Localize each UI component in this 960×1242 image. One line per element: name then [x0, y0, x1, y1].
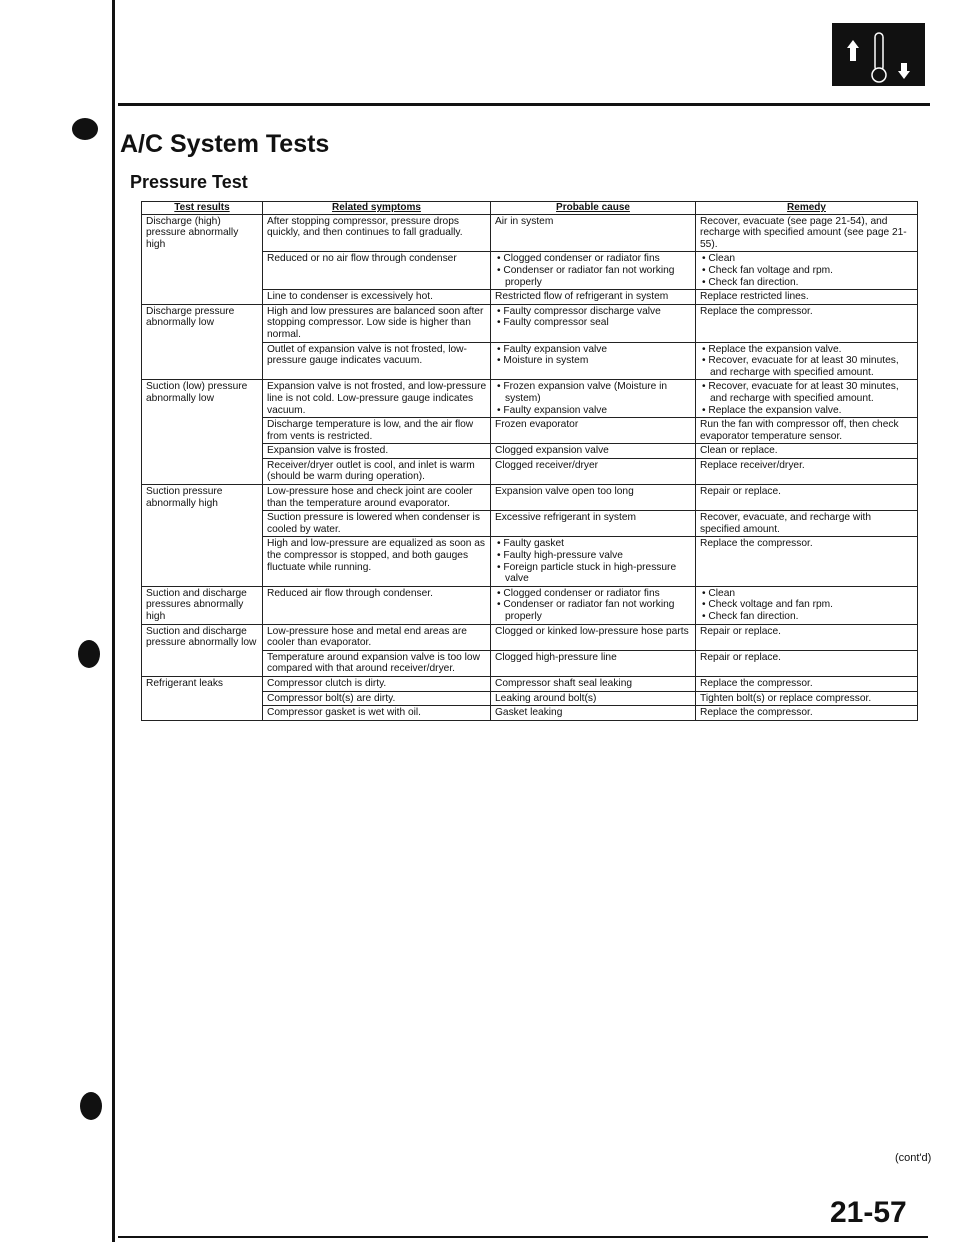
cause-list [495, 381, 692, 416]
test-result-cell: Discharge (high) pressure abnormally high [142, 214, 263, 304]
remedy: Recover, evacuate (see page 21-54), and recharge with specified amount (see page 21-55). [700, 215, 907, 250]
cause: Clogged high-pressure line [495, 651, 617, 663]
symptom-cell: After stopping compressor, pressure drops quickly, and then continues to fall gradually. [263, 214, 491, 252]
remedy: Tighten bolt(s) or replace compressor. [700, 692, 872, 704]
cause: Leaking around bolt(s) [495, 692, 597, 704]
remedy: Recover, evacuate, and recharge with specified amount. [700, 512, 872, 535]
remedy: Replace the compressor. [700, 538, 813, 550]
symptom-cell: Low-pressure hose and metal end areas are cooler than evaporator. [263, 624, 491, 650]
section-bullet-mark [72, 118, 98, 140]
symptom-cell: Expansion valve is frosted. [263, 444, 491, 459]
remedy-item: • Check fan direction. [700, 611, 914, 623]
test-result-cell: Refrigerant leaks [142, 676, 263, 720]
cause-cell [491, 706, 696, 721]
table-row [142, 485, 918, 511]
remedy-item: • Clean [700, 253, 914, 265]
remedy: Replace the compressor. [700, 677, 813, 689]
remedy: Repair or replace. [700, 625, 781, 637]
cause-cell [491, 485, 696, 511]
cause: Air in system [495, 215, 554, 227]
pressure-test-table [141, 201, 918, 721]
remedy-cell [696, 380, 918, 418]
thermometer-pressure-icon [832, 23, 925, 86]
cause-list [495, 344, 692, 367]
symptom-cell: Discharge temperature is low, and the air flow from vents is restricted. [263, 418, 491, 444]
cause-cell [491, 650, 696, 676]
header-rule [118, 103, 930, 106]
continued-label: (cont'd) [895, 1152, 932, 1164]
remedy-list [700, 588, 914, 623]
column-header: Test results [142, 202, 263, 215]
table-row [142, 304, 918, 342]
remedy-item: • Replace the expansion valve. [700, 405, 914, 417]
remedy-cell [696, 444, 918, 459]
cause-item: • Faulty high-pressure valve [495, 550, 692, 562]
cause-item: • Moisture in system [495, 355, 692, 367]
cause-item: • Frozen expansion valve (Moisture in system) [495, 381, 692, 404]
remedy-cell [696, 485, 918, 511]
cause: Frozen evaporator [495, 419, 579, 431]
section-title: Pressure Test [130, 172, 248, 192]
cause-item: • Faulty compressor seal [495, 317, 692, 329]
cause-cell [491, 214, 696, 252]
symptom-cell: Receiver/dryer outlet is cool, and inlet is warm (should be warm during operation). [263, 458, 491, 484]
symptom-cell: Reduced or no air flow through condenser [263, 252, 491, 290]
remedy: Replace the compressor. [700, 707, 813, 719]
remedy: Replace the compressor. [700, 305, 813, 317]
remedy: Run the fan with compressor off, then check evaporator temperature sensor. [700, 419, 899, 442]
cause-item: • Foreign particle stuck in high-pressure valve [495, 562, 692, 585]
cause-item: • Faulty compressor discharge valve [495, 306, 692, 318]
cause-cell [491, 537, 696, 586]
column-header: Remedy [696, 202, 918, 215]
test-result-cell: Discharge pressure abnormally low [142, 304, 263, 380]
cause-item: • Faulty expansion valve [495, 405, 692, 417]
symptom-cell: Outlet of expansion valve is not frosted, low-pressure gauge indicates vacuum. [263, 342, 491, 380]
remedy-cell [696, 624, 918, 650]
remedy-cell [696, 252, 918, 290]
table-row [142, 380, 918, 418]
cause-list [495, 253, 692, 288]
cause: Gasket leaking [495, 707, 563, 719]
remedy-list [700, 344, 914, 379]
test-result-cell: Suction and discharge pressure abnormally low [142, 624, 263, 676]
page-title: A/C System Tests [120, 130, 330, 158]
remedy-item: • Recover, evacuate for at least 30 minutes, and recharge with specified amount. [700, 381, 914, 404]
symptom-cell: Compressor clutch is dirty. [263, 676, 491, 691]
cause-cell [491, 511, 696, 537]
cause: Clogged or kinked low-pressure hose parts [495, 625, 689, 637]
cause-item: • Faulty gasket [495, 538, 692, 550]
symptom-cell: Low-pressure hose and check joint are cooler than the temperature around evaporator. [263, 485, 491, 511]
remedy-item: • Replace the expansion valve. [700, 344, 914, 356]
table-row [142, 214, 918, 252]
footer-rule [118, 1236, 928, 1238]
cause: Restricted flow of refrigerant in system [495, 291, 669, 303]
cause-cell [491, 380, 696, 418]
remedy-cell [696, 304, 918, 342]
remedy-cell [696, 290, 918, 305]
remedy-cell [696, 511, 918, 537]
remedy-item: • Recover, evacuate for at least 30 minutes, and recharge with specified amount. [700, 355, 914, 378]
symptom-cell: High and low pressures are balanced soon after stopping compressor. Low side is higher than normal. [263, 304, 491, 342]
cause-cell [491, 342, 696, 380]
cause-list [495, 538, 692, 584]
cause-item: • Condenser or radiator fan not working properly [495, 265, 692, 288]
page-number: 21-57 [830, 1196, 907, 1229]
cause: Excessive refrigerant in system [495, 512, 636, 524]
table-row [142, 676, 918, 691]
cause-cell [491, 252, 696, 290]
remedy-cell [696, 458, 918, 484]
table-row [142, 586, 918, 624]
cause-cell [491, 624, 696, 650]
remedy-item: • Clean [700, 588, 914, 600]
table-row [142, 624, 918, 650]
remedy: Clean or replace. [700, 445, 778, 457]
symptom-cell: High and low-pressure are equalized as soon as the compressor is stopped, and both gauges fluctuate while running. [263, 537, 491, 586]
remedy-cell [696, 676, 918, 691]
remedy-list [700, 381, 914, 416]
remedy: Replace restricted lines. [700, 291, 809, 303]
margin-mark [80, 1092, 102, 1120]
symptom-cell: Expansion valve is not frosted, and low-pressure line is not cold. Low-pressure gauge indicates vacuum. [263, 380, 491, 418]
symptom-cell: Compressor bolt(s) are dirty. [263, 691, 491, 706]
remedy-cell [696, 706, 918, 721]
remedy-item: • Check fan voltage and rpm. [700, 265, 914, 277]
cause: Compressor shaft seal leaking [495, 677, 633, 689]
column-header: Probable cause [491, 202, 696, 215]
remedy-list [700, 253, 914, 288]
table-header-row [142, 202, 918, 215]
cause-item: • Condenser or radiator fan not working properly [495, 599, 692, 622]
remedy-cell [696, 691, 918, 706]
remedy-item: • Check fan direction. [700, 277, 914, 289]
symptom-cell: Compressor gasket is wet with oil. [263, 706, 491, 721]
cause-cell [491, 691, 696, 706]
cause-cell [491, 444, 696, 459]
cause-list [495, 306, 692, 329]
cause-cell [491, 304, 696, 342]
remedy-cell [696, 537, 918, 586]
cause: Clogged receiver/dryer [495, 459, 599, 471]
remedy-item: • Check voltage and fan rpm. [700, 599, 914, 611]
remedy: Repair or replace. [700, 651, 781, 663]
cause-cell [491, 586, 696, 624]
test-result-cell: Suction pressure abnormally high [142, 485, 263, 587]
cause: Clogged expansion valve [495, 445, 609, 457]
remedy-cell [696, 342, 918, 380]
test-result-cell: Suction (low) pressure abnormally low [142, 380, 263, 485]
remedy-cell [696, 650, 918, 676]
remedy-cell [696, 214, 918, 252]
remedy: Replace receiver/dryer. [700, 459, 805, 471]
cause-cell [491, 418, 696, 444]
symptom-cell: Reduced air flow through condenser. [263, 586, 491, 624]
remedy-cell [696, 586, 918, 624]
margin-mark [78, 640, 100, 668]
cause-list [495, 588, 692, 623]
cause-item: • Faulty expansion valve [495, 344, 692, 356]
cause-item: • Clogged condenser or radiator fins [495, 588, 692, 600]
symptom-cell: Suction pressure is lowered when condenser is cooled by water. [263, 511, 491, 537]
symptom-cell: Temperature around expansion valve is too low compared with that around receiver/dryer. [263, 650, 491, 676]
test-result-cell: Suction and discharge pressures abnormally high [142, 586, 263, 624]
binding-margin-line [112, 0, 115, 1242]
cause-item: • Clogged condenser or radiator fins [495, 253, 692, 265]
symptom-cell: Line to condenser is excessively hot. [263, 290, 491, 305]
cause-cell [491, 676, 696, 691]
remedy-cell [696, 418, 918, 444]
remedy: Repair or replace. [700, 486, 781, 498]
column-header: Related symptoms [263, 202, 491, 215]
cause-cell [491, 458, 696, 484]
cause: Expansion valve open too long [495, 486, 634, 498]
cause-cell [491, 290, 696, 305]
